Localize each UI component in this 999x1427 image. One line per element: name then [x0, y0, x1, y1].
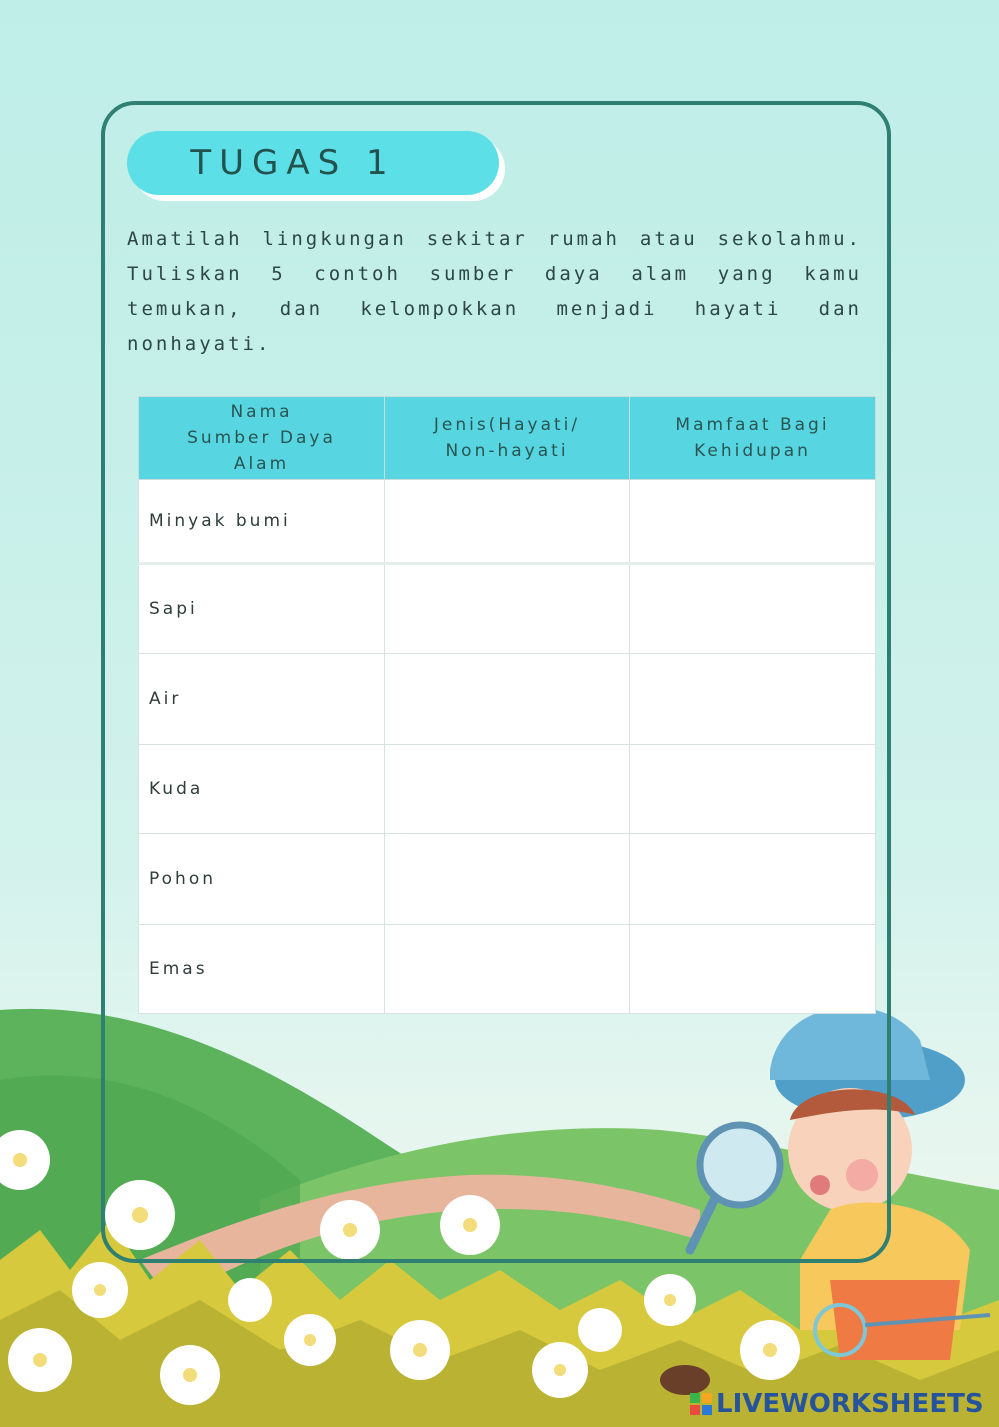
cell-manfaat-input[interactable]: [630, 745, 876, 834]
instructions-text: Amatilah lingkungan sekitar rumah atau sekolahmu. Tuliskan 5 contoh sumber daya alam yang kamu temukan, dan kelompokkan menjadi hayati dan nonhayati.: [127, 228, 862, 355]
cell-jenis-input[interactable]: [385, 480, 630, 564]
cell-jenis-input[interactable]: [385, 654, 630, 745]
table-row: [139, 654, 876, 745]
header-nama-sumber-daya-alam: Nama Sumber Daya Alam: [139, 397, 385, 480]
table-row: [139, 480, 876, 564]
table-row: [139, 925, 876, 1014]
cell-name: Sapi: [139, 564, 385, 654]
cell-name: Kuda: [139, 745, 385, 834]
table-row: [139, 745, 876, 834]
cell-name: Pohon: [139, 834, 385, 925]
cell-manfaat-input[interactable]: [630, 925, 876, 1014]
table-row: [139, 564, 876, 654]
liveworksheets-logo-icon: [690, 1393, 712, 1415]
table-header-row: [139, 397, 876, 480]
header-manfaat: Mamfaat Bagi Kehidupan: [630, 397, 876, 480]
task-table: [138, 396, 876, 1014]
cell-manfaat-input[interactable]: [630, 834, 876, 925]
title-banner: [127, 131, 499, 195]
cell-name: Air: [139, 654, 385, 745]
page-title: TUGAS 1: [190, 143, 396, 183]
liveworksheets-watermark: [690, 1388, 984, 1420]
watermark-text: LIVEWORKSHEETS: [716, 1389, 984, 1419]
cell-jenis-input[interactable]: [385, 925, 630, 1014]
cell-manfaat-input[interactable]: [630, 480, 876, 564]
cell-jenis-input[interactable]: [385, 745, 630, 834]
cell-manfaat-input[interactable]: [630, 654, 876, 745]
header-jenis: Jenis(Hayati/ Non-hayati: [385, 397, 630, 480]
cell-jenis-input[interactable]: [385, 834, 630, 925]
cell-name: Emas: [139, 925, 385, 1014]
cell-name: Minyak bumi: [139, 480, 385, 564]
cell-manfaat-input[interactable]: [630, 564, 876, 654]
cell-jenis-input[interactable]: [385, 564, 630, 654]
table-row: [139, 834, 876, 925]
